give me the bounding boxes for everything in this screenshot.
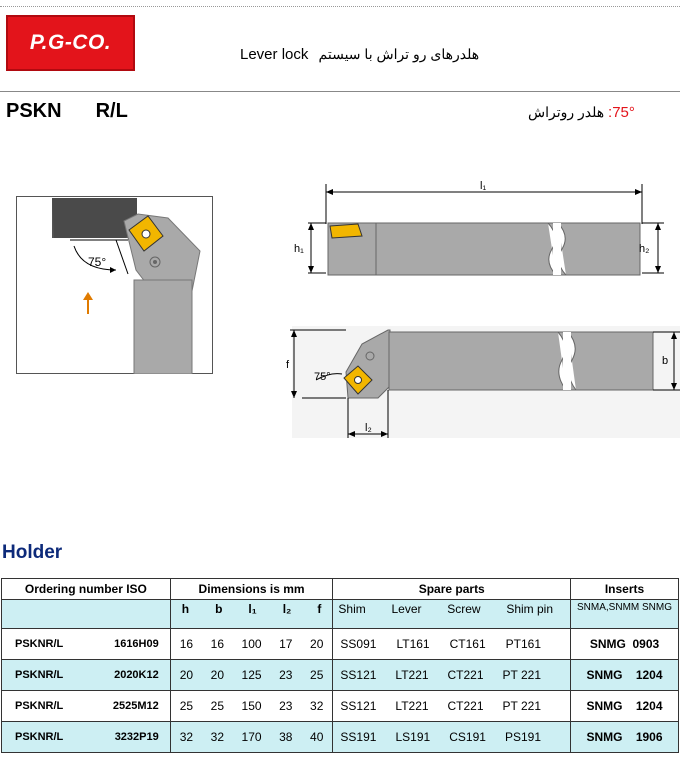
angle-note-label: هلدر روتراش xyxy=(528,104,605,120)
col-f: f xyxy=(317,602,322,616)
col-insert-grades: SNMA,SNMM SNMG xyxy=(577,602,673,613)
dim-b: b xyxy=(662,355,669,367)
col-b: b xyxy=(215,602,223,616)
section-title-holder: Holder xyxy=(2,542,63,563)
dim-h1: h₁ xyxy=(294,243,304,255)
table-group-header-row xyxy=(2,579,679,600)
col-h: h xyxy=(181,602,190,616)
model-code xyxy=(6,100,128,123)
detail-figure xyxy=(16,196,213,374)
detail-angle-label: 75° xyxy=(88,255,107,269)
holder-spec-table xyxy=(1,578,679,753)
holder-shank xyxy=(134,280,192,374)
table-row: PSKNR/L 3232P19 32 32 170 38 40 SS191 LS191 CS191 PS191 SNMG 1906 xyxy=(2,722,679,753)
dim-h2: h₂ xyxy=(639,243,650,255)
col-lever: Lever xyxy=(391,602,422,616)
angle-note-value: :75° xyxy=(608,104,635,121)
table-sub-header-row xyxy=(2,600,679,629)
side-angle-label: 75° xyxy=(314,371,331,383)
page-header-title xyxy=(240,46,479,63)
col-l1: l₁ xyxy=(248,602,257,616)
dim-l2: l₂ xyxy=(365,422,372,434)
table-row: PSKNR/L 2525M12 25 25 150 23 32 SS121 LT221 CT221 PT 221 SNMG 1204 xyxy=(2,691,679,722)
table-row: PSKNR/L 1616H09 16 16 100 17 20 SS091 LT161 CT161 PT161 SNMG 0903 xyxy=(2,629,679,660)
header-title-en: Lever lock xyxy=(240,46,309,63)
dim-f: f xyxy=(286,359,290,371)
table-row: PSKNR/L 2020K12 20 20 125 23 25 SS121 LT221 CT221 PT 221 SNMG 1204 xyxy=(2,660,679,691)
shank-top xyxy=(328,223,640,275)
col-ordering-number: Ordering number ISO xyxy=(2,579,171,600)
dim-l1: l₁ xyxy=(480,180,487,192)
col-inserts: Inserts xyxy=(571,579,679,600)
side-view-figure xyxy=(286,322,680,442)
col-l2: l₂ xyxy=(282,602,292,616)
shank-side xyxy=(389,332,653,390)
col-shim: Shim xyxy=(338,602,366,616)
angle-note xyxy=(528,104,635,121)
header-divider xyxy=(0,91,680,92)
top-dotted-rule xyxy=(0,6,680,7)
model-variant: R/L xyxy=(95,100,128,122)
company-logo: P.G-CO. xyxy=(6,15,135,71)
header-title-fa: هلدرهای رو تراش با سیستم xyxy=(318,46,480,62)
top-view-figure xyxy=(286,176,666,291)
insert-top-icon xyxy=(330,224,362,238)
col-spare-parts: Spare parts xyxy=(333,579,571,600)
model-name: PSKN xyxy=(6,100,62,122)
col-screw: Screw xyxy=(447,602,481,616)
col-dimensions: Dimensions is mm xyxy=(170,579,333,600)
col-shim-pin: Shim pin xyxy=(506,602,554,616)
